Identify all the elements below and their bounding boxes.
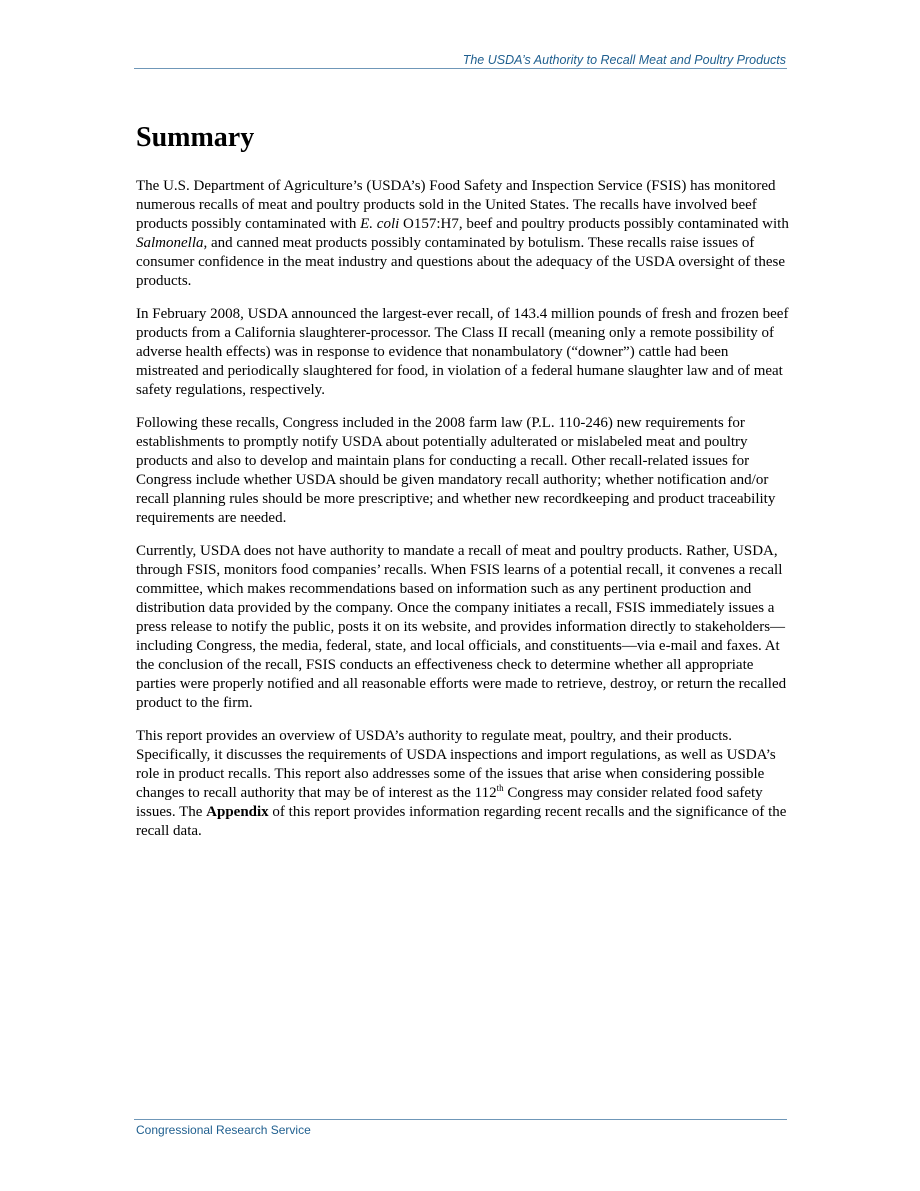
- header-divider: [134, 68, 787, 69]
- salmonella-term: Salmonella: [136, 235, 204, 251]
- paragraph-3: Following these recalls, Congress included in the 2008 farm law (P.L. 110-246) new requirements for establishments to promptly notify USDA about potentially adulterated or mislabeled meat and poultry products and also to develop and maintain plans for conducting a recall. Other recall-related issues for Congress include whether USDA should be given mandatory recall authority; whether notification and/or recall planning rules should be more prescriptive; and whether new recordkeeping and product traceability requirements are needed.: [136, 415, 776, 526]
- footer-publisher: Congressional Research Service: [136, 1123, 311, 1137]
- section-title: Summary: [136, 122, 255, 153]
- paragraph-4: Currently, USDA does not have authority to mandate a recall of meat and poultry products. Rather, USDA, through FSIS, monitors food companies’ recalls. When FSIS learns of a potential recall, it convenes a recall committee, which makes recommendations based on information such as any pertinent production and distribution data provided by the company. Once the company initiates a recall, FSIS immediately issues a press release to notify the public, posts it on its website, and provides information directly to stakeholders—including Congress, the media, federal, state, and local officials, and constituents—via e-mail and faxes. At the conclusion of the recall, FSIS conducts an effectiveness check to determine whether all appropriate parties were properly notified and all reasonable efforts were made to retrieve, destroy, or return the recalled product to the firm.: [136, 543, 787, 711]
- paragraph-5-text-d: of this report provides information regarding recent recalls and the significance of the recall data.: [136, 804, 787, 839]
- appendix-reference: Appendix: [206, 804, 269, 820]
- paragraph-2: In February 2008, USDA announced the largest-ever recall, of 143.4 million pounds of fresh and frozen beef products from a California slaughterer-processor. The Class II recall (meaning only a remote possibility of adverse health effects) was in response to evidence that nonambulatory (“downer”) cattle had been mistreated and periodically slaughtered for food, in violation of a federal humane slaughter law and of meat safety regulations, respectively.: [136, 306, 789, 398]
- footer-divider: [134, 1119, 787, 1120]
- paragraph-1-text-c: O157:H7, beef and poultry products possibly contaminated with: [399, 216, 789, 232]
- ordinal-superscript: th: [496, 783, 504, 793]
- paragraph-5-text-a: This report provides an overview of USDA’s authority to regulate meat, poultry, and their products. Specifically, it discusses the requirements of USDA inspections and import regulations, as well as USDA’s role in product recalls. This report also addresses some of the issues that arise when considering possible changes to recall authority that may be of interest as the 112: [136, 728, 776, 801]
- summary-body: [136, 177, 791, 855]
- paragraph-1: [136, 177, 791, 291]
- paragraph-1-text-a: The U.S. Department of Agriculture’s (USDA’s) Food Safety and Inspection Service (FSIS) has monitored numerous recalls of meat and poultry products sold in the United States. The recalls have involved beef products possibly contaminated with: [136, 178, 776, 232]
- ecoli-term: E. coli: [360, 216, 400, 232]
- paragraph-5-text-b: Congress may consider related food safety issues. The: [136, 785, 763, 820]
- running-header: The USDA’s Authority to Recall Meat and Poultry Products: [462, 53, 786, 67]
- paragraph-5: [136, 727, 791, 841]
- paragraph-1-text-e: , and canned meat products possibly contaminated by botulism. These recalls raise issues of consumer confidence in the meat industry and questions about the adequacy of the USDA oversight of these products.: [136, 235, 785, 289]
